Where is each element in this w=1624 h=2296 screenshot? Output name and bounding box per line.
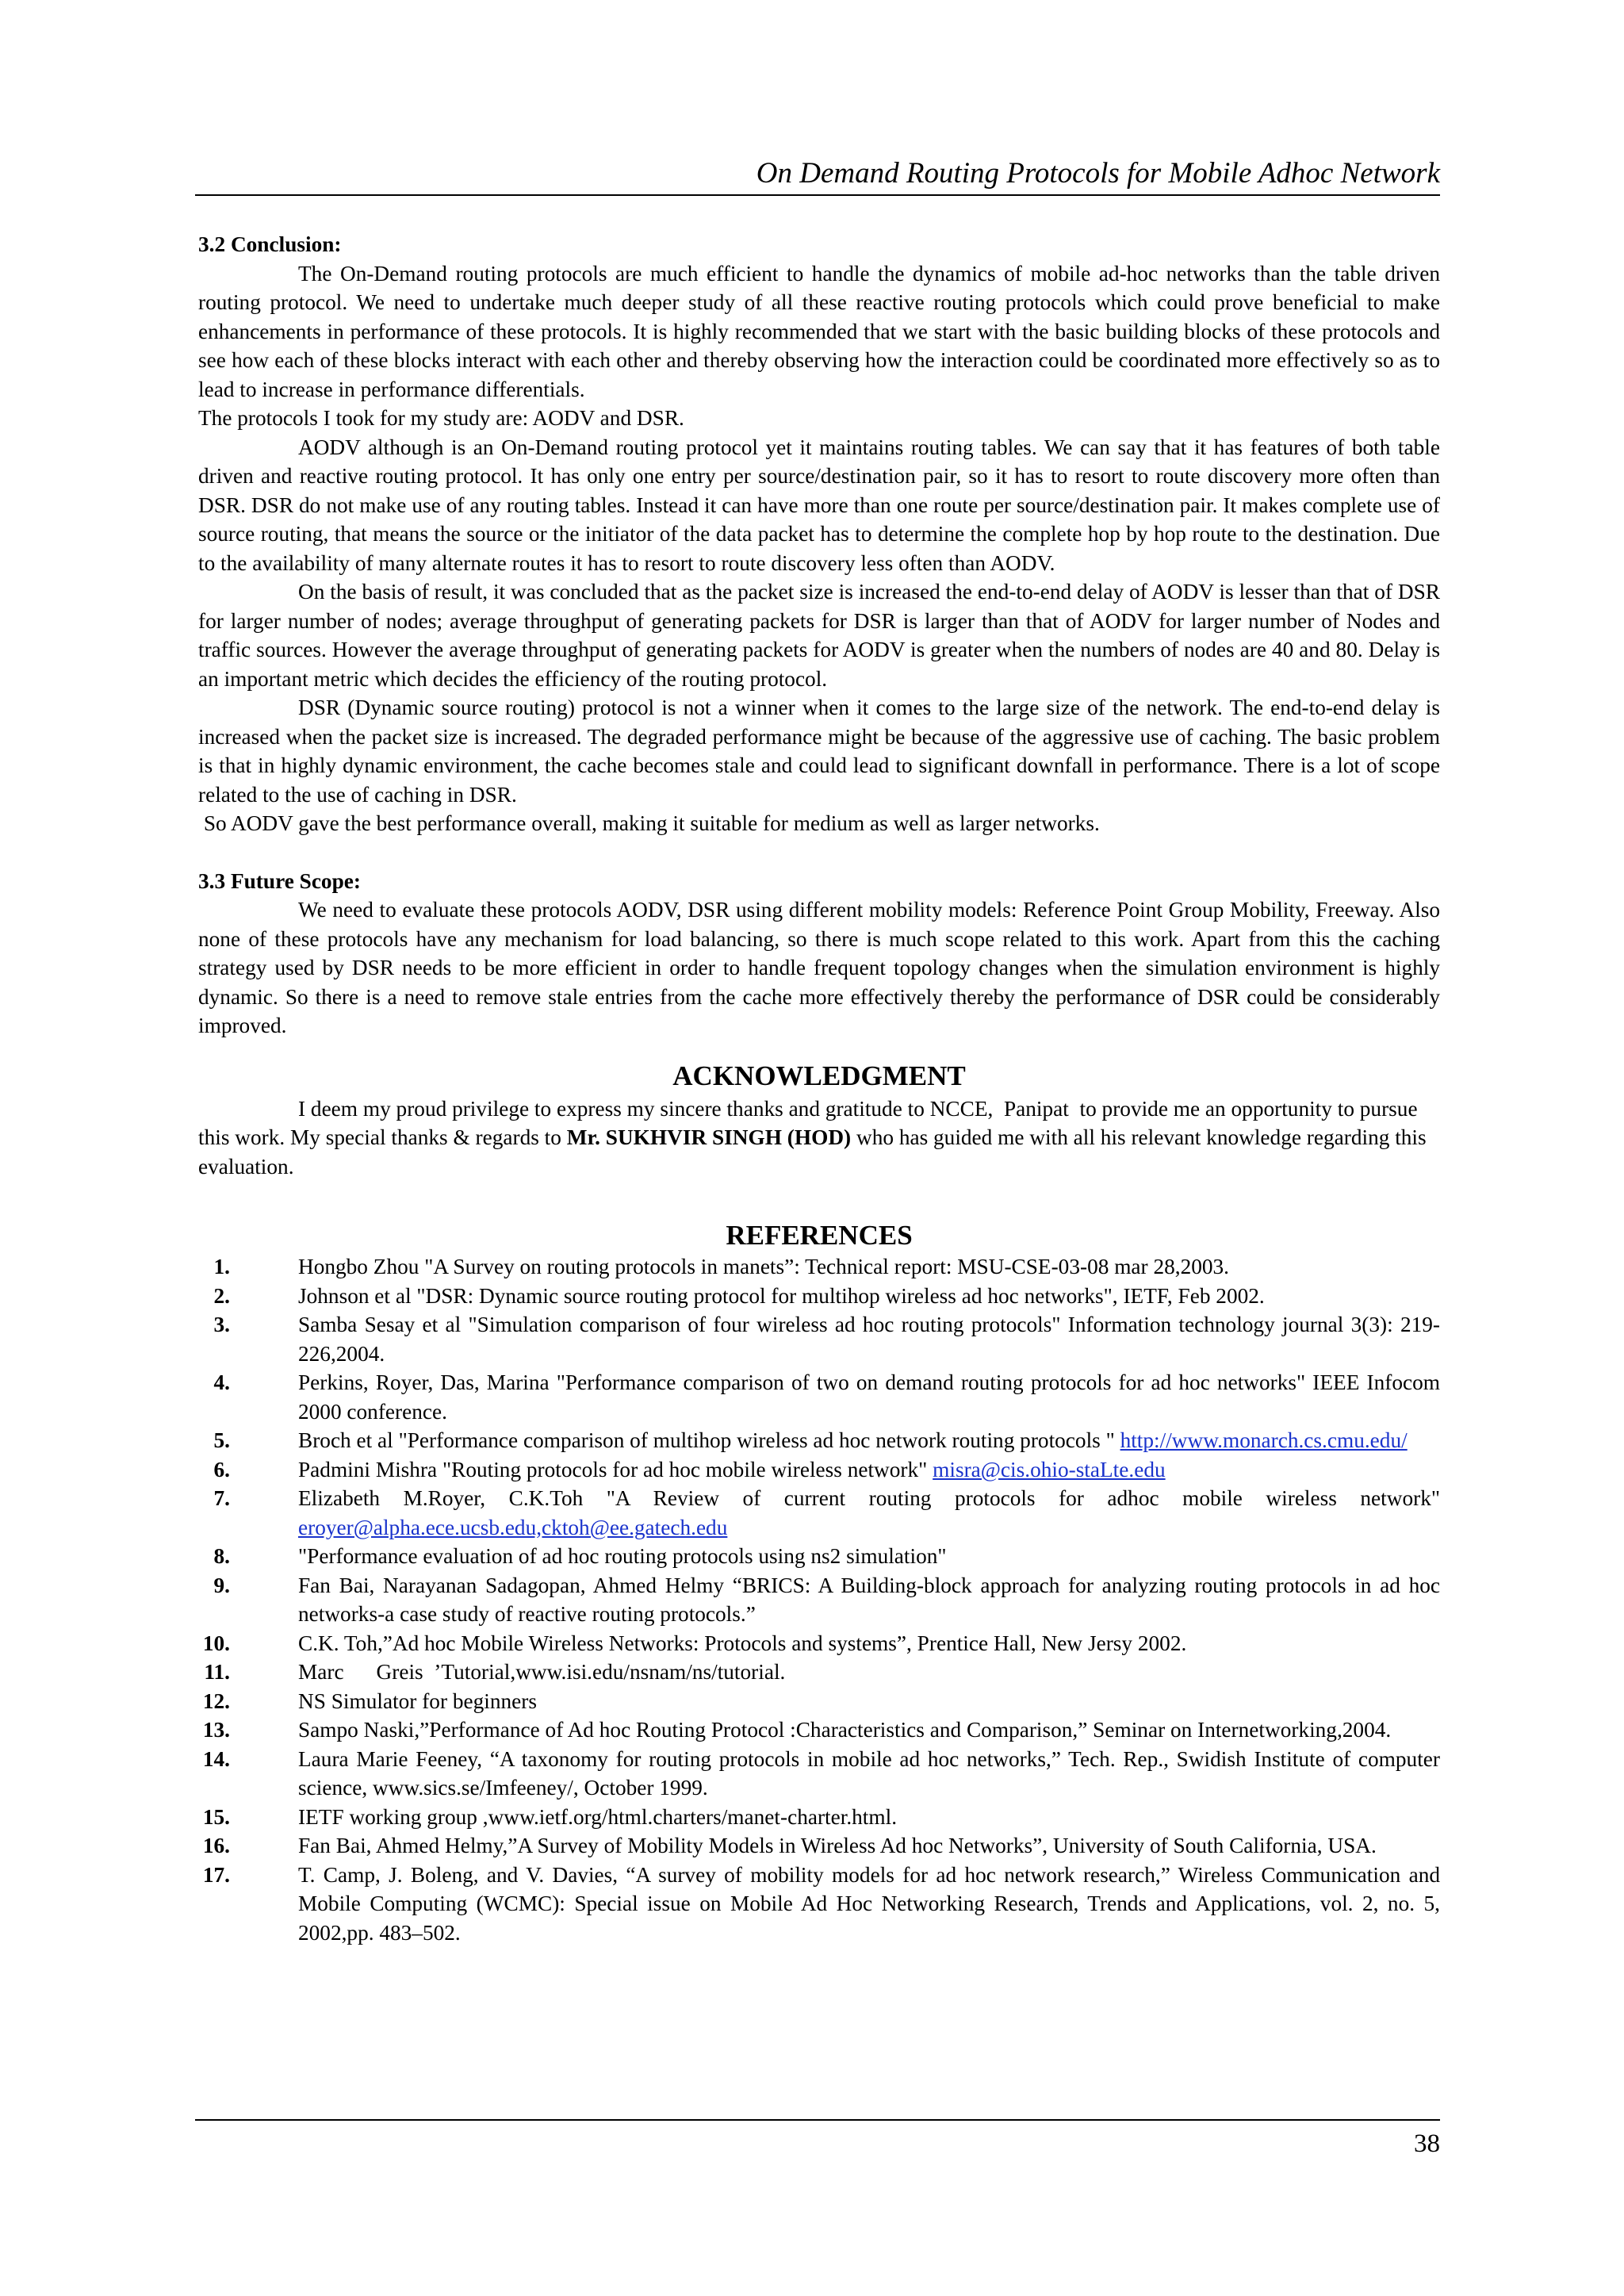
page-number: 38 — [1414, 2129, 1440, 2158]
reference-citation: Padmini Mishra "Routing protocols for ad hoc mobile wireless network" — [298, 1457, 933, 1481]
reference-number-label: 7. — [213, 1486, 230, 1510]
reference-item — [198, 1426, 1440, 1455]
reference-text — [298, 1310, 1440, 1368]
reference-item — [198, 1455, 1440, 1485]
reference-citation: C.K. Toh,”Ad hoc Mobile Wireless Networks: Protocols and systems”, Prentice Hall, New Jersy 2002. — [298, 1631, 1187, 1655]
conclusion-paragraph: So AODV gave the best performance overall, making it suitable for medium as well as larger networks. — [198, 811, 1100, 835]
reference-item — [198, 1484, 1446, 1542]
acknowledgment-text — [198, 1094, 1440, 1182]
reference-number — [198, 1426, 298, 1455]
reference-citation: Marc Greis ’Tutorial,www.isi.edu/nsnam/ns/tutorial. — [298, 1660, 786, 1684]
conclusion-paragraph: The protocols I took for my study are: AODV and DSR. — [198, 406, 684, 430]
reference-text — [298, 1368, 1446, 1426]
reference-citation: Perkins, Royer, Das, Marina "Performance comparison of two on demand routing protocols for ad hoc networks" IEEE Infocom 2000 conference. — [298, 1370, 1446, 1424]
reference-link[interactable]: eroyer@alpha.ece.ucsb.edu,cktoh@ee.gatech.edu — [298, 1515, 728, 1539]
reference-number-label: 16. — [202, 1834, 230, 1857]
reference-number — [198, 1831, 298, 1861]
reference-number — [198, 1310, 298, 1368]
reference-number-label: 1. — [213, 1255, 230, 1278]
header-rule — [195, 194, 1440, 196]
reference-text — [298, 1426, 1440, 1455]
reference-citation: Sampo Naski,”Performance of Ad hoc Routing Protocol :Characteristics and Comparison,” Seminar on Internetworking,2004. — [298, 1718, 1392, 1742]
reference-citation: Elizabeth M.Royer, C.K.Toh "A Review of current routing protocols for adhoc mobile wireless network" — [298, 1486, 1446, 1510]
reference-text — [298, 1252, 1440, 1282]
footer-rule — [195, 2119, 1440, 2121]
acknowledgment-person: Mr. SUKHVIR SINGH (HOD) — [566, 1125, 852, 1149]
reference-number-label: 15. — [202, 1804, 230, 1829]
reference-number-label: 12. — [202, 1688, 230, 1713]
reference-text — [298, 1571, 1446, 1629]
reference-item — [198, 1715, 1440, 1745]
reference-item — [198, 1542, 1440, 1571]
reference-number — [198, 1542, 298, 1571]
reference-number — [198, 1368, 298, 1426]
reference-item — [198, 1745, 1446, 1803]
reference-item — [198, 1658, 1440, 1687]
reference-number — [198, 1658, 298, 1687]
reference-number — [198, 1282, 298, 1311]
conclusion-paragraph: The On-Demand routing protocols are much efficient to handle the dynamics of mobile ad-hoc networks than the table driven routing protocol. We need to undertake much deeper study of all these reactive routing protocols which could prove beneficial to make enhancements in performance of these protocols. It is highly recommended that we start with the basic building blocks of these protocols and see how each of these blocks interact with each other and thereby observing how the interaction could be coordinated more effectively so as to lead to increase in performance differentials. — [198, 261, 1440, 401]
reference-number-label: 13. — [202, 1718, 230, 1742]
reference-number-label: 14. — [202, 1746, 230, 1771]
reference-text — [298, 1658, 1440, 1687]
reference-item — [198, 1861, 1446, 1948]
reference-item — [198, 1310, 1440, 1368]
reference-number — [198, 1715, 298, 1745]
reference-item — [198, 1282, 1440, 1311]
reference-item — [198, 1252, 1440, 1282]
references-title: REFERENCES — [726, 1220, 913, 1251]
reference-item — [198, 1368, 1446, 1426]
reference-text — [298, 1745, 1446, 1803]
reference-number — [198, 1571, 298, 1629]
reference-link[interactable]: misra@cis.ohio-staLte.edu — [933, 1457, 1166, 1481]
reference-number-label: 6. — [213, 1457, 230, 1481]
reference-item — [198, 1571, 1446, 1629]
conclusion-paragraph: AODV although is an On-Demand routing protocol yet it maintains routing tables. We can say that it has features of both table driven and reactive routing protocol. It has only one entry per source/destination pair, so it has to resort to route discovery more often than DSR. DSR do not make use of any routing tables. Instead it can have more than one route per source/destination pair. It makes complete use of source routing, that means the source or the initiator of the data packet has to determine the complete hop by hop route to the destination. Due to the availability of many alternate routes it has to resort to route discovery less often than AODV. — [198, 435, 1440, 575]
reference-citation: Broch et al "Performance comparison of multihop wireless ad hoc network routing protocols " — [298, 1428, 1120, 1452]
reference-text — [298, 1629, 1440, 1658]
reference-number — [198, 1745, 298, 1803]
reference-number — [198, 1484, 298, 1542]
reference-text — [298, 1282, 1440, 1311]
running-header: On Demand Routing Protocols for Mobile Adhoc Network — [756, 157, 1440, 190]
reference-text — [298, 1484, 1446, 1542]
reference-link[interactable]: http://www.monarch.cs.cmu.edu/ — [1120, 1428, 1408, 1452]
conclusion-paragraph: On the basis of result, it was concluded that as the packet size is increased the end-to-end delay of AODV is lesser than that of DSR for larger number of nodes; average throughput of generating packets for DSR is larger than that of AODV for larger number of Nodes and traffic sources. However the average throughput of generating packets for AODV is greater when the numbers of nodes are 40 and 80. Delay is an important metric which decides the efficiency of the routing protocol. — [198, 580, 1440, 691]
reference-citation: T. Camp, J. Boleng, and V. Davies, “A survey of mobility models for ad hoc network research,” Wireless Communication and Mobile Computing (WCMC): Special issue on Mobile Ad Hoc Networking Research, Trends and Applications, vol. 2, no. 5, 2002,pp. 483–502. — [298, 1862, 1446, 1945]
reference-citation: Fan Bai, Narayanan Sadagopan, Ahmed Helmy “BRICS: A Building-block approach for analyzing routing protocols in ad hoc networks-a case study of reactive routing protocols.” — [298, 1573, 1446, 1626]
reference-text — [298, 1687, 1440, 1716]
acknowledgment-text-start: I deem my proud privilege to express my sincere thanks and gratitude to NCCE, Panipat to provide me an opportunity to pursue this work. My special thanks & regards to — [198, 1096, 1423, 1149]
section-gap — [198, 838, 1440, 867]
conclusion-heading: 3.2 Conclusion: — [198, 232, 342, 256]
reference-number — [198, 1861, 298, 1948]
references-list — [198, 1252, 1446, 1947]
reference-text — [298, 1715, 1440, 1745]
reference-number-label: 2. — [213, 1283, 230, 1308]
reference-number-label: 8. — [213, 1544, 230, 1568]
reference-item — [198, 1629, 1440, 1658]
reference-citation: Hongbo Zhou "A Survey on routing protocols in manets”: Technical report: MSU-CSE-03-08 mar 28,2003. — [298, 1255, 1229, 1278]
reference-number — [198, 1252, 298, 1282]
reference-text — [298, 1542, 1440, 1571]
reference-number-label: 11. — [204, 1660, 230, 1684]
reference-citation: Laura Marie Feeney, “A taxonomy for routing protocols in mobile ad hoc networks,” Tech. Rep., Swidish Institute of computer science, www.sics.se/Imfeeney/, October 1999. — [298, 1746, 1446, 1800]
acknowledgment-text-end: who has guided me with all his relevant knowledge regarding this evaluation. — [198, 1125, 1432, 1179]
reference-text — [298, 1861, 1446, 1948]
reference-number-label: 9. — [213, 1573, 230, 1597]
future-scope-heading: 3.3 Future Scope: — [198, 868, 361, 893]
reference-number — [198, 1455, 298, 1485]
reference-number-label: 4. — [213, 1370, 230, 1394]
reference-text — [298, 1803, 1440, 1832]
reference-number-label: 17. — [202, 1862, 230, 1887]
future-scope-paragraph: We need to evaluate these protocols AODV, DSR using different mobility models: Reference Point Group Mobility, Freeway. Also none of these protocols have any mechanism for load balancing, so there is much scope related to this work. Apart from this the caching strategy used by DSR needs to be more efficient in order to handle frequent topology changes when the simulation environment is highly dynamic. So there is a need to remove stale entries from the cache more effectively thereby the performance of DSR could be considerably improved. — [198, 898, 1440, 1037]
reference-number — [198, 1803, 298, 1832]
reference-item — [198, 1831, 1440, 1861]
reference-citation: Fan Bai, Ahmed Helmy,”A Survey of Mobility Models in Wireless Ad hoc Networks”, University of South California, USA. — [298, 1834, 1377, 1857]
reference-number — [198, 1687, 298, 1716]
reference-citation: Johnson et al "DSR: Dynamic source routing protocol for multihop wireless ad hoc networks", IETF, Feb 2002. — [298, 1283, 1265, 1308]
reference-number-label: 10. — [202, 1631, 230, 1655]
reference-text — [298, 1831, 1440, 1861]
reference-citation: Samba Sesay et al "Simulation comparison of four wireless ad hoc routing protocols" Information technology journal 3(3): 219-226,2004. — [298, 1313, 1440, 1366]
conclusion-paragraph: DSR (Dynamic source routing) protocol is not a winner when it comes to the large size of the network. The end-to-end delay is increased when the packet size is increased. The degraded performance might be because of the aggressive use of caching. The basic problem is that in highly dynamic environment, the cache becomes stale and could lead to significant downfall in performance. There is a lot of scope related to the use of caching in DSR. — [198, 696, 1440, 807]
acknowledgment-title: ACKNOWLEDGMENT — [672, 1060, 966, 1091]
reference-text — [298, 1455, 1440, 1485]
reference-number — [198, 1629, 298, 1658]
reference-item — [198, 1687, 1440, 1716]
page-body — [198, 230, 1446, 1947]
reference-citation: "Performance evaluation of ad hoc routing protocols using ns2 simulation" — [298, 1544, 947, 1568]
reference-citation: IETF working group ,www.ietf.org/html.charters/manet-charter.html. — [298, 1804, 898, 1829]
reference-number-label: 5. — [213, 1428, 230, 1452]
reference-number-label: 3. — [213, 1313, 230, 1336]
reference-citation: NS Simulator for beginners — [298, 1688, 537, 1713]
reference-item — [198, 1803, 1440, 1832]
